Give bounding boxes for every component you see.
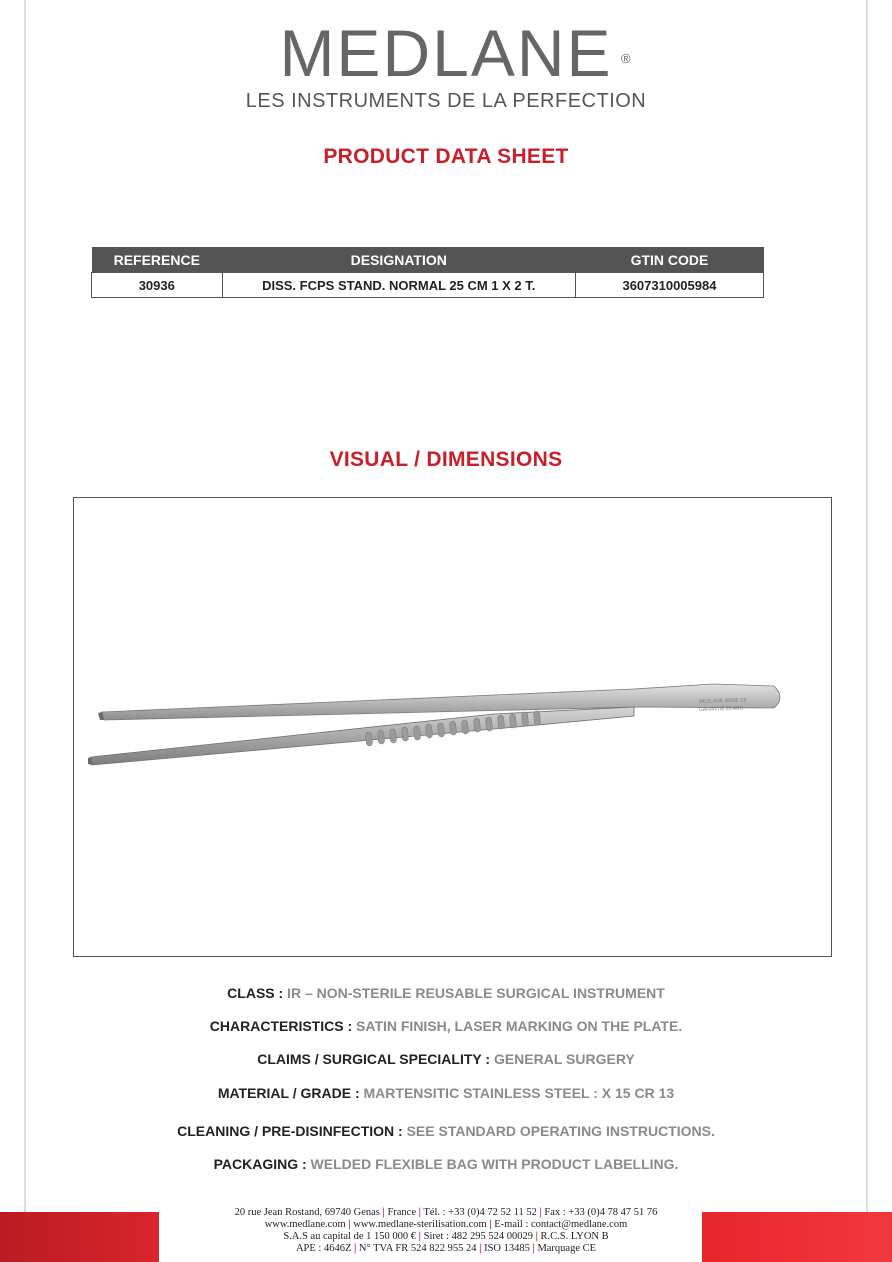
footer-siret: Siret : 482 295 524 00029 <box>423 1231 533 1242</box>
footer-band-right <box>702 1212 892 1262</box>
footer-capital: S.A.S au capital de 1 150 000 € <box>283 1231 417 1242</box>
brand-tagline: LES INSTRUMENTS DE LA PERFECTION <box>245 90 647 112</box>
spec-claims <box>0 1051 892 1067</box>
spec-value: GENERAL SURGERY <box>490 1051 635 1067</box>
page-frame-right <box>866 0 868 1262</box>
footer-fax: Fax : +33 (0)4 78 47 51 76 <box>544 1207 658 1218</box>
table-header-row <box>92 247 764 273</box>
spec-cleaning <box>0 1123 892 1139</box>
footer-band-left <box>0 1212 159 1262</box>
footer-email[interactable]: E-mail : contact@medlane.com <box>494 1219 628 1230</box>
header-gtin: GTIN CODE <box>575 247 763 273</box>
table-row <box>92 273 764 298</box>
footer-line-legal: S.A.S au capital de 1 150 000 € | Siret : 482 295 524 00029 | R.C.S. LYON B <box>283 1231 609 1242</box>
footer-ape: APE : 4646Z <box>295 1243 352 1254</box>
laser-marking-line1: MEDLANE 30936 CE <box>698 697 747 705</box>
spec-value: IR – NON-STERILE REUSABLE SURGICAL INSTRUMENT <box>283 985 665 1001</box>
logo-suffix: LANE <box>432 16 613 90</box>
footer-line-address: 20 rue Jean Rostand, 69740 Genas | France | Tél. : +33 (0)4 72 52 11 52 | Fax : +33 (0)4 78 47 51 76 <box>234 1207 658 1218</box>
footer-website[interactable]: www.medlane.com <box>264 1219 346 1230</box>
spec-class <box>0 985 892 1001</box>
footer-rcs: R.C.S. LYON B <box>540 1231 609 1242</box>
spec-label: CLEANING / PRE-DISINFECTION : <box>177 1123 403 1139</box>
footer-phone: Tél. : +33 (0)4 72 52 11 52 <box>423 1207 537 1218</box>
logo-wordmark <box>279 16 633 90</box>
spec-label: PACKAGING : <box>213 1156 307 1172</box>
footer-iso: ISO 13485 <box>484 1243 530 1254</box>
cell-reference: 30936 <box>92 273 223 298</box>
spec-label: CLASS : <box>227 985 284 1001</box>
spec-value: MARTENSITIC STAINLESS STEEL : X 15 CR 13 <box>359 1085 675 1101</box>
header-designation: DESIGNATION <box>222 247 575 273</box>
registered-mark: ® <box>620 51 633 66</box>
title-product-data-sheet: PRODUCT DATA SHEET <box>323 145 569 168</box>
spec-label: MATERIAL / GRADE : <box>217 1085 360 1101</box>
logo-prefix: MED <box>279 16 433 90</box>
cell-gtin: 3607310005984 <box>575 273 763 298</box>
cell-designation: DISS. FCPS STAND. NORMAL 25 CM 1 X 2 T. <box>222 273 575 298</box>
footer-address: 20 rue Jean Rostand, 69740 Genas <box>234 1207 380 1218</box>
reference-table <box>91 247 764 298</box>
product-visual-frame <box>73 497 832 957</box>
spec-characteristics <box>0 1018 892 1034</box>
footer-ce-marking: Marquage CE <box>537 1243 597 1254</box>
spec-value: WELDED FLEXIBLE BAG WITH PRODUCT LABELLING. <box>306 1156 679 1172</box>
page-frame-left <box>24 0 26 1262</box>
spec-value: SEE STANDARD OPERATING INSTRUCTIONS. <box>402 1123 715 1139</box>
footer-line-web: www.medlane.com | www.medlane-sterilisation.com | E-mail : contact@medlane.com <box>264 1219 628 1230</box>
laser-marking-line2: GARANTIE 20 ANS <box>698 705 743 713</box>
spec-packaging <box>0 1156 892 1172</box>
footer-website-sterilisation[interactable]: www.medlane-sterilisation.com <box>353 1219 487 1230</box>
spec-label: CLAIMS / SURGICAL SPECIALITY : <box>257 1051 491 1067</box>
spec-label: CHARACTERISTICS : <box>209 1018 353 1034</box>
title-visual-dimensions: VISUAL / DIMENSIONS <box>329 448 563 471</box>
footer-vat: N° TVA FR 524 822 955 24 <box>358 1243 477 1254</box>
brand-logo <box>0 18 892 88</box>
header-reference: REFERENCE <box>92 247 223 273</box>
footer-line-registry: APE : 4646Z | N° TVA FR 524 822 955 24 | ISO 13485 | Marquage CE <box>295 1243 597 1254</box>
spec-value: SATIN FINISH, LASER MARKING ON THE PLATE. <box>352 1018 683 1034</box>
forceps-icon <box>74 498 831 956</box>
spec-material <box>0 1085 892 1101</box>
footer-country: France <box>387 1207 417 1218</box>
